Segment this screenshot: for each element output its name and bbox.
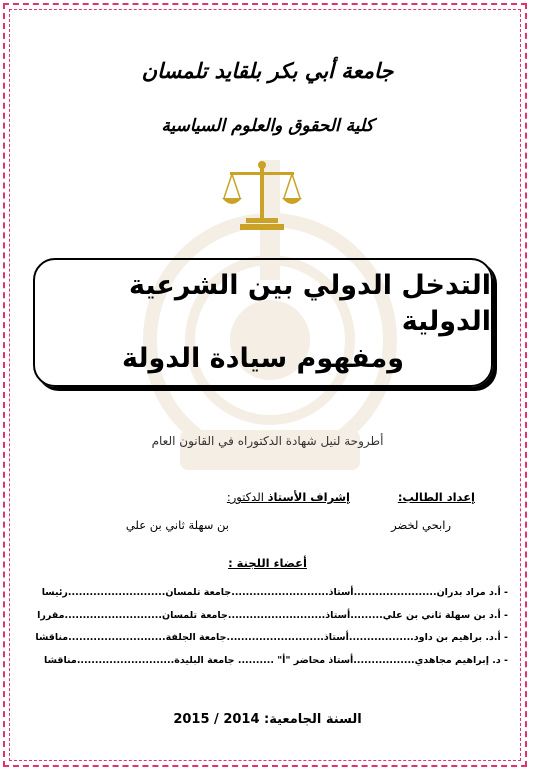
university-name: جامعة أبي بكر بلقايد تلمسان — [141, 58, 394, 83]
committee-member: - أ.د. براهيم بن داود..................أستاذ...........................جامعة الجلفة...........................مناقشا — [35, 632, 508, 643]
committee-member: - أ.د بن سهلة ثاني بن علي.........أستاذ...........................جامعة تلمسان...........................مقررا — [37, 609, 508, 621]
committee-member: - أ.د مراد بدران.......................أستاذ...........................جامعة تلمسان...........................رئيسا — [41, 587, 508, 598]
thesis-title-line-2: ومفهوم سيادة الدولة — [121, 342, 405, 374]
student-name: رابحي لخضر — [391, 518, 451, 532]
thesis-title-line-1: التدخل الدولي بين الشرعية الدولية — [129, 269, 491, 338]
academic-year: السنة الجامعية: 2014 / 2015 — [173, 712, 362, 727]
supervisor-label-suffix: الدكتور: — [226, 490, 268, 504]
supervisor-name: بن سهلة ثاني بن علي — [125, 518, 229, 532]
student-label: إعداد الطالب: — [397, 490, 475, 504]
scales-of-justice-icon — [222, 160, 302, 232]
supervisor-label-title: إشراف الأستاذ — [267, 490, 350, 504]
committee-member: - د. إبراهيم مجاهدي.................أستاذ محاضر "أ" .......... جامعة البليدة...........................مناقشا — [44, 654, 508, 666]
committee-list — [30, 582, 508, 672]
degree-subtitle: أطروحة لنيل شهادة الدكتوراه في القانون العام — [151, 434, 384, 448]
supervisor-label — [227, 490, 350, 504]
committee-title: أعضاء اللجنة : — [228, 556, 307, 570]
faculty-name: كلية الحقوق والعلوم السياسية — [161, 116, 374, 136]
thesis-title-box — [33, 258, 493, 387]
